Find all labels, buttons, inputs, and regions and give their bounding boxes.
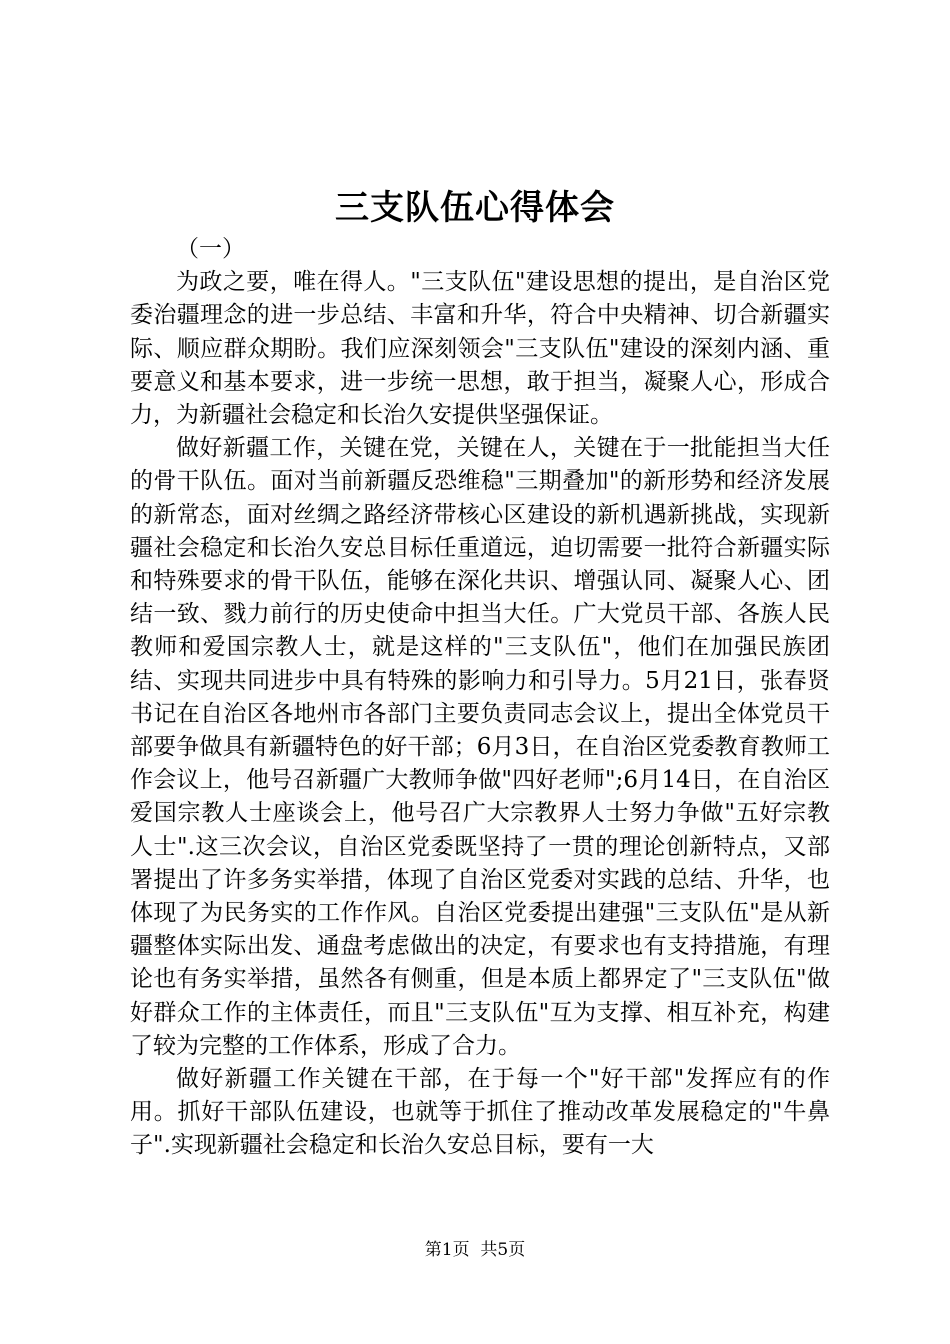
section-label: （一） [176,236,245,262]
paragraph-1: 为政之要，唯在得人。"三支队伍"建设思想的提出，是自治区党委治疆理念的进一步总结、丰富和升华，符合中央精神、切合新疆实际、顺应群众期盼。我们应深刻领会"三支队伍"建设的深刻内涵、重要意义和基本要求，进一步统一思想，敢于担当，凝聚人心，形成合力，为新疆社会稳定和长治久安提供坚强保证。 [130,269,830,428]
page-total: 共5页 [480,1240,526,1260]
page-footer [0,1238,950,1262]
paragraph-2: 做好新疆工作，关键在党，关键在人，关键在于一批能担当大任的骨干队伍。面对当前新疆反恐维稳"三期叠加"的新形势和经济发展的新常态，面对丝绸之路经济带核心区建设的新机遇新挑战，实现新疆社会稳定和长治久安总目标任重道远，迫切需要一批符合新疆实际和特殊要求的骨干队伍，能够在深化共识、增强认同、凝聚人心、团结一致、戮力前行的历史使命中担当大任。广大党员干部、各族人民教师和爱国宗教人士，就是这样的"三支队伍"，他们在加强民族团结、实现共同进步中具有特殊的影响力和引导力。5月21日，张春贤书记在自治区各地州市各部门主要负责同志会议上，提出全体党员干部要争做具有新疆特色的好干部；6月3日，在自治区党委教育教师工作会议上，他号召新疆广大教师争做"四好老师";6月14日，在自治区爱国宗教人士座谈会上，他号召广大宗教界人士努力争做"五好宗教人士".这三次会议，自治区党委既坚持了一贯的理论创新特点，又部署提出了许多务实举措，体现了自治区党委对实践的总结、升华，也体现了为民务实的工作作风。自治区党委提出建强"三支队伍"是从新疆整体实际出发、通盘考虑做出的决定，有要求也有支持措施，有理论也有务实举措，虽然各有侧重，但是本质上都界定了"三支队伍"做好群众工作的主体责任，而且"三支队伍"互为支撑、相互补充，构建了较为完整的工作体系，形成了合力。 [130,435,830,1059]
paragraph-3: 做好新疆工作关键在干部，在于每一个"好干部"发挥应有的作用。抓好干部队伍建设，也就等于抓住了推动改革发展稳定的"牛鼻子".实现新疆社会稳定和长治久安总目标，要有一大 [130,1066,830,1159]
document-title: 三支队伍心得体会 [335,188,615,228]
page-number: 第1页 [424,1240,470,1260]
document-body [130,233,830,1163]
